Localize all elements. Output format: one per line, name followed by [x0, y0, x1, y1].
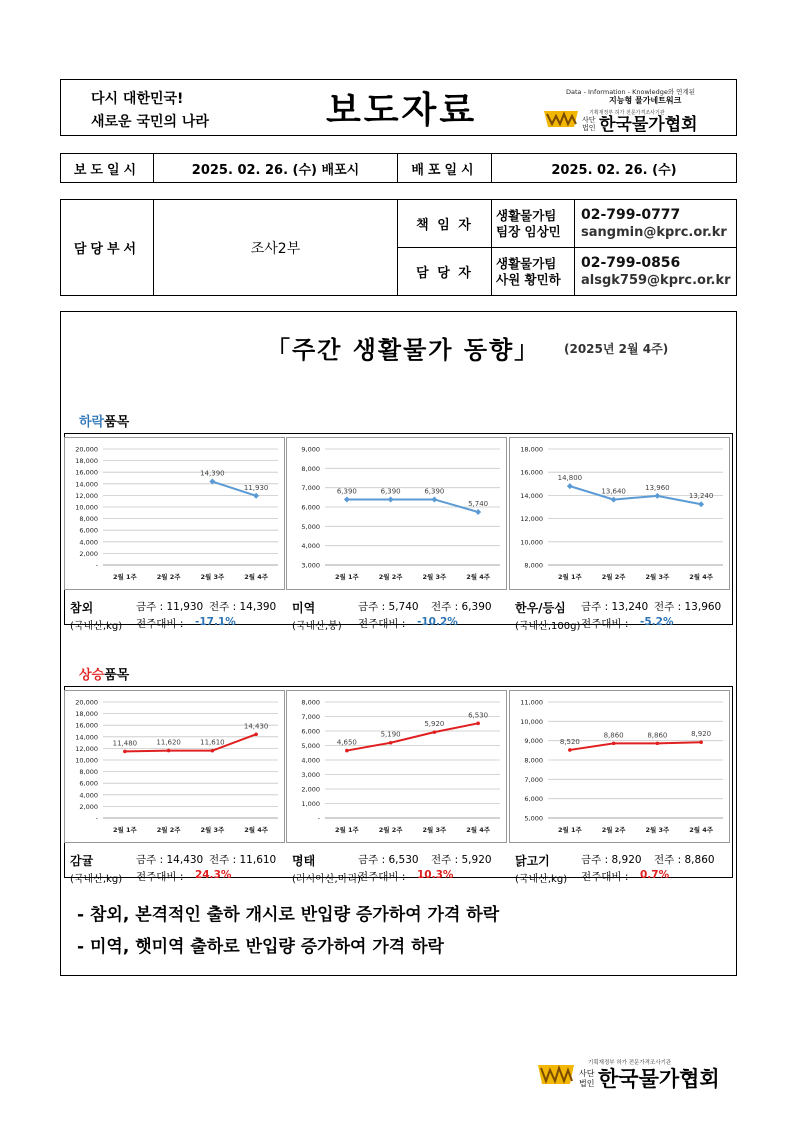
- data-label: 13,960: [645, 483, 670, 492]
- y-tick-label: 14,000: [75, 733, 98, 742]
- org-tagline-2: 지능형 물가네트워크: [609, 96, 682, 105]
- footer-org-corp-2: 법인: [579, 1079, 595, 1088]
- change-label: 전주대비 :: [136, 618, 184, 630]
- y-tick-label: 7,000: [524, 775, 543, 784]
- item-unit: (국내산,100g): [515, 621, 581, 632]
- x-tick-label: 2월 4주: [244, 826, 269, 834]
- y-tick-label: 18,000: [520, 445, 543, 454]
- x-tick-label: 2월 4주: [466, 573, 491, 581]
- y-tick-label: -: [95, 561, 98, 570]
- x-tick-label: 2월 1주: [112, 573, 137, 581]
- press-release-title: 보도자료: [326, 90, 478, 131]
- y-tick-label: 6,000: [79, 526, 98, 535]
- data-label: 13,640: [601, 487, 626, 496]
- line-chart-svg: [287, 438, 506, 589]
- chart-3: [509, 437, 730, 590]
- x-tick-label: 2월 1주: [334, 826, 359, 834]
- x-tick-label: 2월 4주: [689, 573, 714, 581]
- y-tick-label: 10,000: [75, 756, 98, 765]
- item-name: 미역: [292, 601, 316, 615]
- y-tick-label: 18,000: [75, 710, 98, 719]
- chief-email[interactable]: sangmin@kprc.or.kr: [581, 224, 727, 240]
- this-week-price: 금주 : 11,930: [136, 601, 204, 613]
- y-tick-label: 2,000: [79, 802, 98, 811]
- series-line: [347, 723, 478, 750]
- y-tick-label: 5,000: [524, 814, 543, 823]
- y-tick-label: 3,000: [301, 561, 320, 570]
- data-label: 14,390: [200, 469, 225, 478]
- down-section-rest: 품목: [104, 415, 130, 430]
- change-label: 전주대비 :: [358, 618, 406, 630]
- y-tick-label: 4,000: [301, 542, 320, 551]
- data-label: 8,860: [603, 731, 624, 740]
- chief-label: 책 임 자: [398, 200, 492, 248]
- release-date-value: 2025. 02. 26. (수) 배포시: [154, 154, 398, 183]
- y-tick-label: 20,000: [75, 698, 98, 707]
- last-week-price: 전주 : 13,960: [654, 601, 722, 613]
- staff-contact-cell: [575, 248, 737, 296]
- y-tick-label: 6,000: [301, 503, 320, 512]
- x-tick-label: 2월 3주: [422, 573, 447, 581]
- x-tick-label: 2월 2주: [601, 826, 626, 834]
- last-week-price: 전주 : 11,610: [209, 854, 277, 866]
- y-tick-label: 12,000: [75, 491, 98, 500]
- last-week-price: 전주 : 14,390: [209, 601, 277, 613]
- change-percent: 0.7%: [640, 869, 670, 881]
- x-tick-label: 2월 4주: [689, 826, 714, 834]
- y-tick-label: 8,000: [524, 756, 543, 765]
- data-label: 13,240: [688, 492, 714, 501]
- data-label: 5,190: [380, 730, 401, 739]
- change-percent: 10.3%: [417, 869, 454, 881]
- y-tick-label: 10,000: [520, 717, 543, 726]
- data-point: [254, 733, 258, 737]
- data-point: [253, 493, 259, 499]
- item-unit: (국내산,kg): [515, 874, 568, 885]
- data-point: [345, 749, 349, 753]
- x-tick-label: 2월 2주: [156, 573, 181, 581]
- release-info-table: [60, 153, 737, 183]
- data-point: [656, 742, 660, 746]
- change-percent: 24.3%: [195, 869, 232, 881]
- y-tick-label: 4,000: [79, 791, 98, 800]
- item-name: 명태: [292, 854, 316, 868]
- item-unit: (국내산,kg): [70, 621, 123, 632]
- y-tick-label: 8,000: [524, 561, 543, 570]
- x-tick-label: 2월 4주: [466, 826, 491, 834]
- data-point: [611, 497, 617, 503]
- y-tick-label: -: [317, 814, 320, 823]
- data-label: 6,390: [336, 487, 357, 496]
- series-line: [570, 742, 701, 750]
- x-tick-label: 2월 1주: [557, 826, 582, 834]
- y-tick-label: 6,000: [524, 795, 543, 804]
- data-label: 5,740: [468, 500, 489, 509]
- up-section-rest: 품목: [104, 668, 130, 683]
- change-label: 전주대비 :: [581, 618, 629, 630]
- x-tick-label: 2월 1주: [112, 826, 137, 834]
- data-label: 6,390: [424, 487, 445, 496]
- item-name: 참외: [70, 601, 94, 615]
- item-name: 한우/등심: [515, 601, 566, 615]
- line-chart-svg: [287, 691, 506, 842]
- y-tick-label: 7,000: [301, 484, 320, 493]
- org-corp-text-2: 법인: [582, 124, 596, 132]
- y-tick-label: 8,000: [79, 515, 98, 524]
- x-tick-label: 2월 2주: [156, 826, 181, 834]
- chief-team: 생활물가팀: [496, 207, 557, 223]
- y-tick-label: 4,000: [79, 538, 98, 547]
- slogan-line-2: 새로운 국민의 나라: [91, 114, 209, 130]
- item-unit: (국내산,kg): [70, 874, 123, 885]
- change-percent: -17.1%: [195, 616, 236, 628]
- y-tick-label: 8,000: [301, 698, 320, 707]
- x-tick-label: 2월 3주: [200, 826, 225, 834]
- report-title: 「주간 생활물가 동향」: [266, 336, 541, 364]
- data-point: [431, 496, 437, 502]
- y-tick-label: 16,000: [75, 721, 98, 730]
- change-label: 전주대비 :: [581, 871, 629, 883]
- up-section-highlight: 상승: [79, 668, 105, 683]
- y-tick-label: 9,000: [301, 445, 320, 454]
- line-chart-svg: [65, 438, 284, 589]
- this-week-price: 금주 : 14,430: [136, 854, 204, 866]
- x-tick-label: 2월 3주: [645, 573, 670, 581]
- change-label: 전주대비 :: [358, 871, 406, 883]
- data-point: [211, 749, 215, 753]
- y-tick-label: 16,000: [520, 468, 543, 477]
- y-tick-label: -: [95, 814, 98, 823]
- this-week-price: 금주 : 5,740: [358, 601, 419, 613]
- report-period: (2025년 2월 4주): [564, 342, 669, 356]
- y-tick-label: 5,000: [301, 522, 320, 531]
- last-week-price: 전주 : 5,920: [431, 854, 492, 866]
- org-tagline: Data - Information - Knowledge와 연계된: [566, 88, 696, 96]
- data-point: [433, 730, 437, 734]
- staff-team-cell: [492, 248, 575, 296]
- change-label: 전주대비 :: [136, 871, 184, 883]
- footer-org-corp-1: 사단: [579, 1069, 595, 1078]
- chart-2: [286, 437, 507, 590]
- chart-5: [286, 690, 507, 843]
- chief-phone: 02-799-0777: [581, 206, 681, 223]
- y-tick-label: 2,000: [301, 785, 320, 794]
- item-name: 감귤: [70, 854, 94, 868]
- release-date-label: 보도일시: [61, 154, 154, 183]
- staff-name: 사원 황민하: [496, 271, 561, 287]
- data-point: [475, 509, 481, 515]
- this-week-price: 금주 : 8,920: [581, 854, 642, 866]
- kprc-logo: [544, 105, 729, 132]
- item-unit: (러시아산,마리): [292, 874, 361, 885]
- data-label: 5,920: [424, 720, 445, 729]
- data-point: [389, 741, 393, 745]
- down-section-highlight: 하락: [79, 415, 105, 430]
- y-tick-label: 5,000: [301, 742, 320, 750]
- x-tick-label: 2월 2주: [601, 573, 626, 581]
- last-week-price: 전주 : 8,860: [654, 854, 715, 866]
- x-tick-label: 2월 1주: [334, 573, 359, 581]
- down-section-heading: [79, 411, 129, 430]
- up-section-heading: [79, 664, 129, 683]
- change-percent: -5.2%: [640, 616, 674, 628]
- chief-team-cell: [492, 200, 575, 248]
- data-label: 11,480: [112, 739, 138, 748]
- data-point: [654, 493, 660, 499]
- staff-email[interactable]: alsgk759@kprc.or.kr: [581, 272, 731, 288]
- staff-team: 생활물가팀: [496, 255, 557, 271]
- y-tick-label: 14,000: [520, 491, 543, 500]
- x-tick-label: 2월 2주: [378, 573, 403, 581]
- footer-org-name: 한국물가협회: [598, 1067, 720, 1090]
- dept-label: 담당부서: [61, 200, 154, 296]
- org-name-text: 한국물가협회: [599, 115, 698, 132]
- staff-label: 담 당 자: [398, 248, 492, 296]
- last-week-price: 전주 : 6,390: [431, 601, 492, 613]
- distribution-date-value: 2025. 02. 26. (수): [492, 154, 737, 183]
- header-box: [60, 79, 737, 136]
- dept-value: 조사2부: [154, 200, 398, 296]
- data-point: [698, 501, 704, 507]
- x-tick-label: 2월 1주: [557, 573, 582, 581]
- note-1: - 참외, 본격적인 출하 개시로 반입량 증가하여 가격 하락: [77, 905, 500, 925]
- chief-name: 팀장 임상민: [496, 223, 561, 239]
- org-corp-text-1: 사단: [582, 116, 596, 124]
- kprc-logo-mark-icon: [544, 111, 578, 127]
- data-point: [568, 748, 572, 752]
- y-tick-label: 9,000: [524, 737, 543, 746]
- contact-table: [60, 199, 737, 296]
- footer-org-small: 기획재정부 허가 전문가격조사기관: [588, 1060, 672, 1066]
- y-tick-label: 11,000: [520, 698, 543, 707]
- footer-kprc-logo: [538, 1056, 738, 1090]
- x-tick-label: 2월 3주: [645, 826, 670, 834]
- chart-4: [64, 690, 285, 843]
- data-point: [123, 750, 127, 754]
- data-label: 11,610: [200, 738, 225, 747]
- data-label: 14,800: [557, 474, 583, 483]
- data-point: [567, 483, 573, 489]
- line-chart-svg: [510, 438, 729, 589]
- chart-6: [509, 690, 730, 843]
- slogan-line-1: 다시 대한민국!: [91, 91, 184, 107]
- item-name: 닭고기: [515, 854, 550, 868]
- data-point: [167, 749, 171, 753]
- y-tick-label: 10,000: [75, 503, 98, 512]
- series-line: [347, 499, 478, 512]
- data-label: 8,860: [647, 731, 668, 740]
- this-week-price: 금주 : 6,530: [358, 854, 419, 866]
- chief-contact-cell: [575, 200, 737, 248]
- x-tick-label: 2월 2주: [378, 826, 403, 834]
- y-tick-label: 3,000: [301, 771, 320, 779]
- y-tick-label: 12,000: [75, 744, 98, 753]
- staff-phone: 02-799-0856: [581, 254, 681, 271]
- x-tick-label: 2월 3주: [422, 826, 447, 834]
- data-label: 8,520: [559, 737, 580, 746]
- data-point: [612, 742, 616, 746]
- y-tick-label: 4,000: [301, 756, 320, 765]
- y-tick-label: 7,000: [301, 713, 320, 721]
- data-label: 8,920: [691, 730, 712, 739]
- change-percent: -10.2%: [417, 616, 458, 628]
- y-tick-label: 16,000: [75, 468, 98, 477]
- note-2: - 미역, 햇미역 출하로 반입량 증가하여 가격 하락: [77, 937, 444, 957]
- data-label: 4,650: [336, 738, 357, 747]
- data-label: 6,390: [380, 487, 401, 496]
- y-tick-label: 10,000: [520, 538, 543, 547]
- y-tick-label: 6,000: [301, 727, 320, 736]
- item-unit: (국내산,봉): [292, 621, 342, 632]
- y-tick-label: 6,000: [79, 779, 98, 788]
- org-small-text: 기획재정부 허가 전문가격조사기관: [589, 110, 665, 116]
- data-point: [344, 496, 350, 502]
- line-chart-svg: [65, 691, 284, 842]
- data-label: 14,430: [243, 722, 269, 731]
- y-tick-label: 12,000: [520, 515, 543, 524]
- y-tick-label: 8,000: [79, 768, 98, 777]
- data-point: [388, 496, 394, 502]
- data-point: [699, 740, 703, 744]
- chart-1: [64, 437, 285, 590]
- data-label: 11,620: [156, 738, 181, 747]
- y-tick-label: 8,000: [301, 464, 320, 473]
- data-point: [476, 722, 480, 726]
- y-tick-label: 14,000: [75, 480, 98, 489]
- y-tick-label: 20,000: [75, 445, 98, 454]
- line-chart-svg: [510, 691, 729, 842]
- data-label: 6,530: [468, 711, 489, 720]
- data-label: 11,930: [243, 483, 269, 492]
- y-tick-label: 18,000: [75, 457, 98, 466]
- y-tick-label: 1,000: [301, 800, 320, 808]
- x-tick-label: 2월 3주: [200, 573, 225, 581]
- this-week-price: 금주 : 13,240: [581, 601, 649, 613]
- footer-logo-mark-icon: [538, 1065, 574, 1084]
- distribution-date-label: 배포일시: [398, 154, 492, 183]
- x-tick-label: 2월 4주: [244, 573, 269, 581]
- y-tick-label: 2,000: [79, 549, 98, 558]
